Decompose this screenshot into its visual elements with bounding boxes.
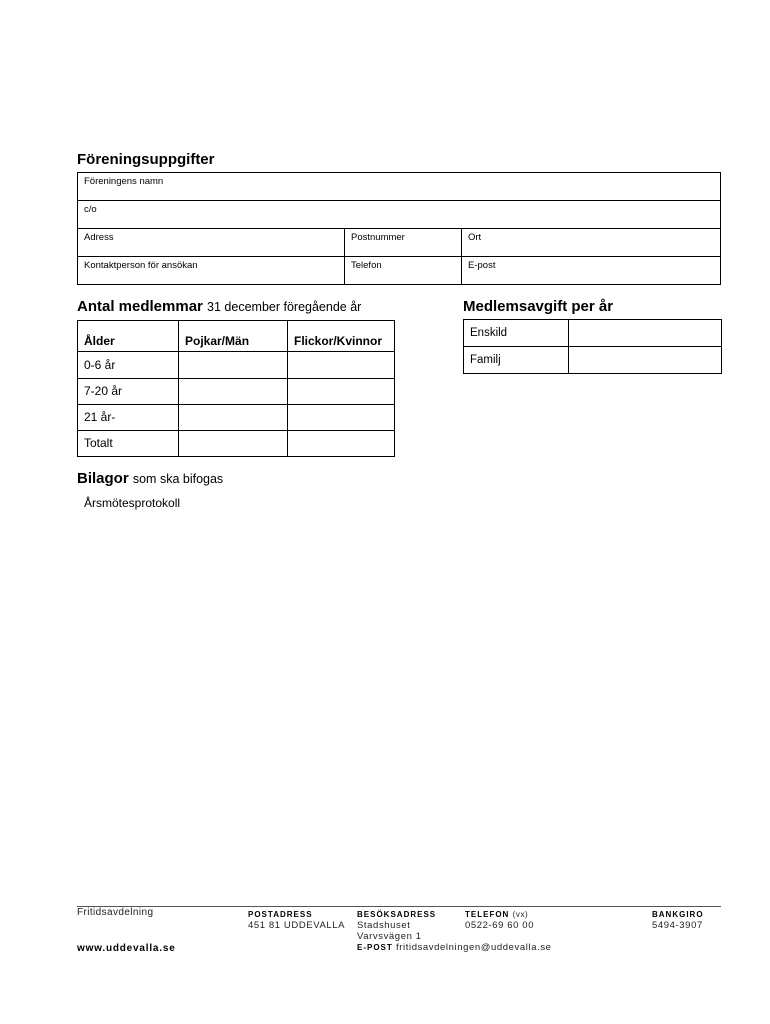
contact-person-field[interactable]: Kontaktperson för ansökan xyxy=(78,257,345,285)
members-title: Antal medlemmar xyxy=(77,298,203,315)
fee-section-title: Medlemsavgift per år xyxy=(463,298,614,315)
cell-girls-0-6[interactable] xyxy=(288,352,395,378)
footer-website-link[interactable]: www.uddevalla.se xyxy=(77,943,176,954)
members-section-title xyxy=(77,298,361,315)
phone-value: 0522-69 60 00 xyxy=(465,920,535,931)
fee-input-family[interactable] xyxy=(569,347,722,374)
email-value[interactable]: fritidsavdelningen@uddevalla.se xyxy=(396,942,552,953)
row-label-0-6: 0-6 år xyxy=(78,352,179,378)
bank-value: 5494-3907 xyxy=(652,920,703,931)
phone-label-suffix: (vx) xyxy=(512,910,529,919)
phone-field[interactable]: Telefon xyxy=(345,257,462,285)
city-field[interactable]: Ort xyxy=(462,229,721,257)
row-label-total: Totalt xyxy=(78,430,179,456)
members-table xyxy=(77,320,395,457)
footer-bank xyxy=(652,909,704,931)
cell-boys-21-plus[interactable] xyxy=(179,404,288,430)
header-age: Ålder xyxy=(78,321,179,352)
visit-line-1: Stadshuset xyxy=(357,920,411,931)
attachments-section-title xyxy=(77,470,223,487)
cell-boys-7-20[interactable] xyxy=(179,378,288,404)
footer-phone xyxy=(465,909,534,931)
bank-label: BANKGIRO xyxy=(652,910,704,919)
org-section-title: Föreningsuppgifter xyxy=(77,151,215,168)
postal-label: POSTADRESS xyxy=(248,910,313,919)
fee-input-individual[interactable] xyxy=(569,320,722,347)
cell-girls-7-20[interactable] xyxy=(288,378,395,404)
org-name-field[interactable]: Föreningens namn xyxy=(78,173,721,201)
attachments-subtitle: som ska bifogas xyxy=(132,472,224,486)
attachment-item: Årsmötesprotokoll xyxy=(84,496,181,510)
email-label: E-POST xyxy=(357,943,393,952)
visit-label: BESÖKSADRESS xyxy=(357,910,437,919)
org-info-table xyxy=(77,172,721,285)
footer-divider xyxy=(77,906,721,907)
visit-line-2: Varvsvägen 1 xyxy=(357,931,422,942)
co-field[interactable]: c/o xyxy=(78,201,721,229)
attachments-title: Bilagor xyxy=(77,470,129,487)
postal-line: 451 81 UDDEVALLA xyxy=(248,920,346,931)
email-field[interactable]: E-post xyxy=(462,257,721,285)
footer-department: Fritidsavdelning xyxy=(77,907,154,918)
phone-label: TELEFON xyxy=(465,910,510,919)
cell-boys-total[interactable] xyxy=(179,430,288,456)
fee-label-individual: Enskild xyxy=(464,320,569,347)
fee-table xyxy=(463,319,722,374)
fee-label-family: Familj xyxy=(464,347,569,374)
cell-girls-21-plus[interactable] xyxy=(288,404,395,430)
cell-girls-total[interactable] xyxy=(288,430,395,456)
address-field[interactable]: Adress xyxy=(78,229,345,257)
footer-postal xyxy=(248,909,345,931)
postal-code-field[interactable]: Postnummer xyxy=(345,229,462,257)
row-label-21-plus: 21 år- xyxy=(78,404,179,430)
header-girls-women: Flickor/Kvinnor xyxy=(288,321,395,352)
row-label-7-20: 7-20 år xyxy=(78,378,179,404)
members-subtitle: 31 december föregående år xyxy=(207,300,362,314)
cell-boys-0-6[interactable] xyxy=(179,352,288,378)
header-boys-men: Pojkar/Män xyxy=(179,321,288,352)
